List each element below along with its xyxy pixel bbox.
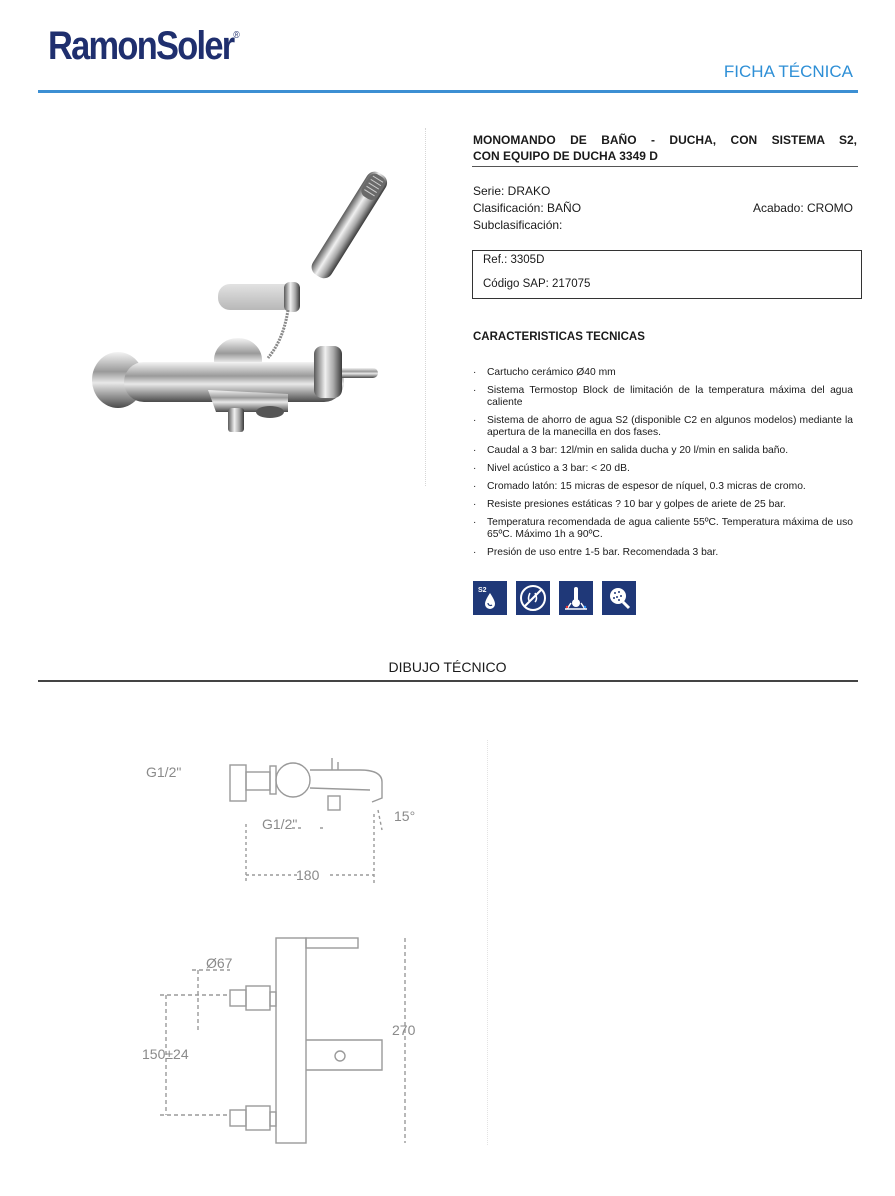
document-type: FICHA TÉCNICA: [723, 62, 853, 81]
spec-item: · Presión de uso entre 1-5 bar. Recomendada 3 bar.: [473, 547, 853, 559]
dim-spacing: 150±24: [142, 1046, 189, 1062]
spec-item: · Resiste presiones estáticas ? 10 bar y golpes de ariete de 25 bar.: [473, 499, 853, 511]
spec-item: · Cartucho cerámico Ø40 mm: [473, 367, 853, 379]
spec-item: · Cromado latón: 15 micras de espesor de níquel, 0.3 micras de cromo.: [473, 481, 853, 493]
technical-drawing: [120, 740, 440, 1150]
product-title-line1: MONOMANDO DE BAÑO - DUCHA, CON SISTEMA S2,: [473, 133, 857, 147]
product-photo: [88, 150, 408, 450]
drawing-heading: DIBUJO TÉCNICO: [388, 659, 507, 675]
technical-drawing-lines: [120, 740, 440, 1150]
header-divider: [38, 90, 858, 93]
no-limescale-icon: [516, 581, 550, 615]
dim-diameter: Ø67: [206, 955, 233, 971]
s2-water-saving-icon: [473, 581, 507, 615]
spec-item: · Caudal a 3 bar: 12l/min en salida ducha y 20 l/min en salida baño.: [473, 445, 853, 457]
brand-logo: RamonSoler®: [48, 24, 240, 68]
drawing-vertical-divider: [487, 740, 488, 1145]
specs-list: [473, 367, 853, 565]
reference-number: Ref.: 3305D: [483, 254, 545, 266]
acabado: Acabado: CROMO: [752, 201, 853, 215]
specs-heading: CARACTERISTICAS TECNICAS: [473, 331, 645, 343]
reference-box: [472, 250, 862, 299]
vertical-divider: [425, 128, 426, 486]
svg-text:S2: S2: [478, 587, 487, 594]
spec-item: · Sistema de ahorro de agua S2 (disponible C2 en algunos modelos) mediante la apertura de la manecilla en dos fases.: [473, 415, 853, 439]
dim-width: 180: [296, 867, 320, 883]
dim-height: 270: [392, 1022, 416, 1038]
serie: Serie: DRAKO: [473, 184, 551, 198]
subclasificacion: Subclasificación:: [473, 218, 563, 232]
product-title: [473, 132, 857, 164]
shower-head-icon: [602, 581, 636, 615]
spec-item: · Sistema Termostop Block de limitación de la temperatura máxima del agua caliente: [473, 385, 853, 409]
temperature-limit-icon: [559, 581, 593, 615]
dim-inlet-top: G1/2": [146, 764, 182, 780]
spec-item: · Temperatura recomendada de agua caliente 55ºC. Temperatura máxima de uso 65ºC. Máximo 1h a 90ºC.: [473, 517, 853, 541]
drawing-divider: [38, 680, 858, 682]
product-title-line2: CON EQUIPO DE DUCHA 3349 D: [473, 149, 658, 163]
clasificacion: Clasificación: BAÑO: [473, 201, 582, 215]
spec-item: · Nivel acústico a 3 bar: < 20 dB.: [473, 463, 853, 475]
sap-code: Código SAP: 217075: [483, 278, 591, 290]
title-divider: [472, 166, 858, 167]
feature-icons: [473, 581, 636, 615]
registered-mark: ®: [233, 30, 240, 41]
dim-angle: 15°: [394, 808, 416, 824]
dim-inlet-bottom: G1/2": [262, 816, 298, 832]
